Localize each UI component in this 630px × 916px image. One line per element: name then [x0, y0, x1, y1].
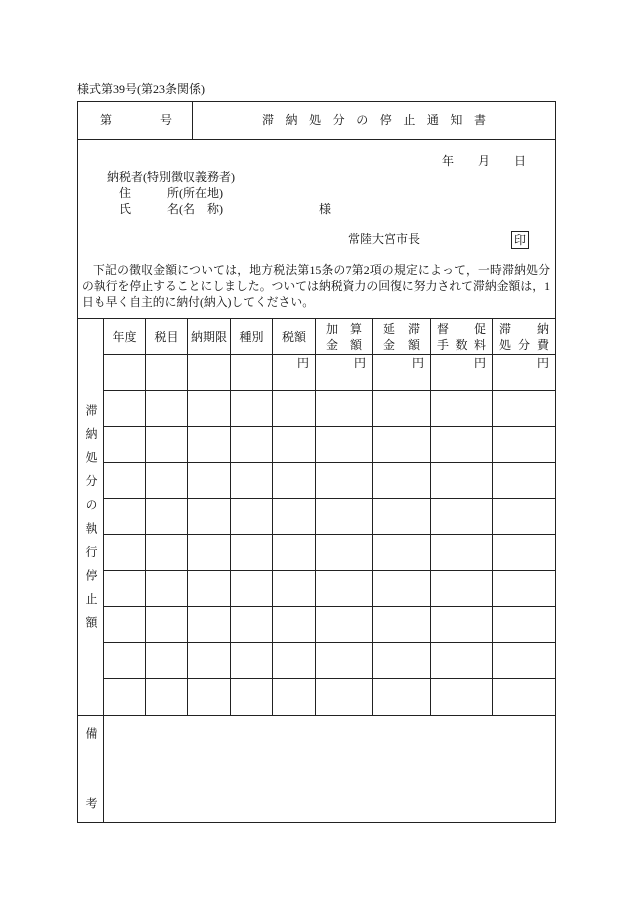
table-cell — [104, 643, 146, 679]
table-cell — [316, 463, 373, 499]
column-header-text: 納期限 — [190, 329, 227, 344]
notice-body — [82, 262, 550, 310]
column-header-text: 金額 — [326, 337, 362, 352]
table-cell — [316, 643, 373, 679]
column-header — [316, 319, 373, 355]
table-cell — [273, 463, 316, 499]
table-cell — [373, 535, 431, 571]
table-cell — [104, 391, 146, 427]
table-cell — [316, 427, 373, 463]
table-cell — [273, 391, 316, 427]
document-number-label: 第 号 — [100, 113, 173, 127]
remarks-label-cell — [78, 716, 104, 822]
table-cell — [493, 427, 555, 463]
table-cell — [373, 463, 431, 499]
column-header-text: 処分費 — [499, 337, 549, 352]
table-cell — [231, 535, 273, 571]
table-cell — [273, 535, 316, 571]
yen-unit-label: 円 — [411, 356, 424, 370]
side-label: 滞納処分の執行停止額 — [84, 404, 98, 628]
table-cell — [373, 391, 431, 427]
table-cell — [104, 571, 146, 607]
yen-unit-label: 円 — [353, 356, 366, 370]
table-cell — [273, 427, 316, 463]
table-cell — [231, 499, 273, 535]
table-cell — [493, 643, 555, 679]
table-cell — [104, 679, 146, 715]
table-cell — [273, 499, 316, 535]
table-cell — [146, 607, 188, 643]
table-cell — [373, 679, 431, 715]
yen-unit-label: 円 — [296, 356, 309, 370]
column-header-text: 督促 — [437, 321, 486, 336]
column-header — [188, 319, 231, 355]
taxpayer-label: 納税者(特別徴収義務者) — [107, 170, 235, 184]
column-header-text: 税目 — [154, 329, 179, 344]
header-row — [78, 102, 555, 140]
table-cell — [273, 679, 316, 715]
table-cell — [188, 679, 231, 715]
column-header — [104, 319, 146, 355]
table-cell — [231, 355, 273, 391]
table-cell — [493, 499, 555, 535]
seal-box: 印 — [511, 231, 529, 249]
table-cell — [146, 643, 188, 679]
table-cell — [104, 607, 146, 643]
table-cell — [493, 535, 555, 571]
table-cell — [316, 679, 373, 715]
table-cell — [146, 463, 188, 499]
table-cell — [493, 463, 555, 499]
table-cell — [188, 355, 231, 391]
table-cell — [373, 643, 431, 679]
table-cell — [188, 427, 231, 463]
table-cell — [146, 355, 188, 391]
name-label: 氏 名(名 称) — [119, 202, 223, 216]
column-header — [273, 319, 316, 355]
table-cell — [431, 463, 493, 499]
table-cell — [188, 499, 231, 535]
table-cell — [273, 571, 316, 607]
table-cell — [493, 355, 555, 391]
column-header-text: 加算 — [326, 321, 362, 336]
table-cell — [104, 355, 146, 391]
table-cell — [493, 571, 555, 607]
table-cell — [431, 679, 493, 715]
notice-section — [78, 140, 555, 319]
column-header — [373, 319, 431, 355]
issuer-label: 常陸大宮市長 — [348, 232, 421, 246]
honorific-label: 様 — [319, 202, 332, 216]
table-cell — [431, 355, 493, 391]
table-cell — [273, 607, 316, 643]
table-cell — [431, 643, 493, 679]
table-cell — [231, 463, 273, 499]
column-header-text: 滞納 — [499, 321, 549, 336]
column-header — [493, 319, 555, 355]
column-header-text: 年度 — [112, 329, 137, 344]
remarks-section — [78, 716, 555, 822]
table-cell — [231, 643, 273, 679]
table-cell — [316, 499, 373, 535]
table-cell — [231, 571, 273, 607]
side-label-cell — [78, 319, 104, 715]
table-cell — [231, 679, 273, 715]
table-cell — [431, 499, 493, 535]
table-cell — [273, 643, 316, 679]
table-cell — [188, 391, 231, 427]
title-cell — [193, 102, 555, 139]
table-cell — [373, 499, 431, 535]
column-header-text: 種別 — [239, 329, 264, 344]
table-cell — [146, 535, 188, 571]
yen-unit-label: 円 — [536, 356, 549, 370]
table-cell — [146, 427, 188, 463]
table-cell — [493, 607, 555, 643]
column-header-text: 延滞 — [383, 321, 420, 336]
table-cell — [493, 391, 555, 427]
table-cell — [316, 391, 373, 427]
suspension-table — [78, 319, 555, 716]
table-cell — [373, 427, 431, 463]
yen-unit-label: 円 — [473, 356, 486, 370]
table-cell — [104, 499, 146, 535]
notice-body-line: の執行を停止することにしました。ついては納税資力の回復に努力されて滞納金額は，1 — [82, 279, 550, 293]
address-label: 住 所(所在地) — [119, 186, 223, 200]
notice-body-line: 日も早く自主的に納付(納入)してください。 — [82, 295, 314, 309]
table-cell — [431, 607, 493, 643]
table-cell — [431, 571, 493, 607]
table-cell — [316, 607, 373, 643]
table-cell — [431, 391, 493, 427]
suspension-grid — [78, 319, 555, 715]
table-cell — [316, 355, 373, 391]
table-cell — [146, 571, 188, 607]
table-cell — [373, 355, 431, 391]
remarks-label: 備考 — [84, 727, 98, 809]
table-cell — [146, 391, 188, 427]
table-cell — [231, 427, 273, 463]
table-cell — [146, 679, 188, 715]
form-id-label: 様式第39号(第23条関係) — [77, 82, 205, 96]
table-cell — [188, 571, 231, 607]
table-cell — [146, 499, 188, 535]
table-cell — [188, 643, 231, 679]
table-cell — [316, 535, 373, 571]
table-cell — [188, 535, 231, 571]
table-cell — [104, 535, 146, 571]
table-cell — [231, 607, 273, 643]
table-cell — [188, 463, 231, 499]
column-header-text: 金額 — [383, 337, 420, 352]
table-cell — [316, 571, 373, 607]
notice-form — [77, 101, 556, 823]
table-cell — [431, 427, 493, 463]
column-header-text: 税額 — [281, 329, 306, 344]
table-cell — [104, 427, 146, 463]
table-cell — [373, 607, 431, 643]
date-label: 年 月 日 — [442, 154, 527, 168]
column-header — [431, 319, 493, 355]
column-header-text: 手数料 — [437, 337, 486, 352]
table-cell — [493, 679, 555, 715]
table-cell — [188, 607, 231, 643]
notice-body-line: 下記の徴収金額については，地方税法第15条の7第2項の規定によって，一時滞納処分 — [93, 263, 550, 277]
table-cell — [431, 535, 493, 571]
table-cell — [231, 391, 273, 427]
table-cell — [104, 463, 146, 499]
table-cell — [273, 355, 316, 391]
column-header — [146, 319, 188, 355]
document-title: 滞納処分の停止通知書 — [262, 113, 486, 127]
remarks-body — [104, 716, 555, 822]
document-number-cell — [78, 102, 193, 139]
column-header — [231, 319, 273, 355]
table-cell — [373, 571, 431, 607]
